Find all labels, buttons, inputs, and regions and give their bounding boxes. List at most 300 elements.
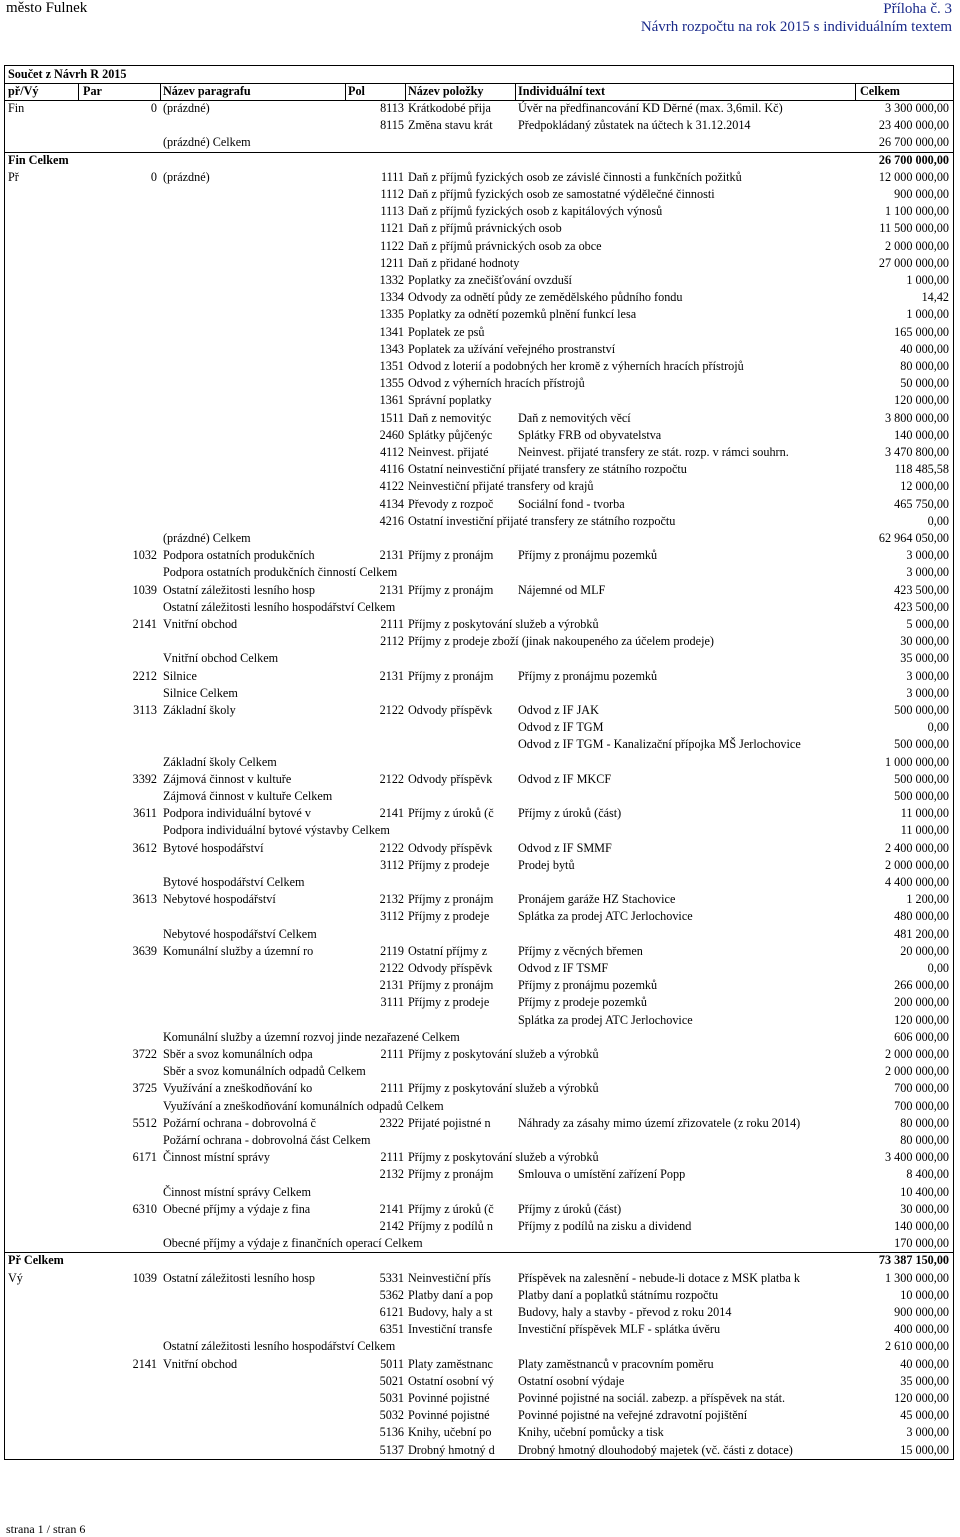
caption-divider	[5, 83, 953, 84]
cell-total: 3 000,00	[906, 668, 949, 683]
cell-item-name: Odvod z loterií a podobných her kromě z výherních hracích přístrojů	[408, 359, 744, 373]
cell-pol: 1511	[380, 410, 404, 425]
cell-total: 140 000,00	[894, 1219, 949, 1233]
table-row	[5, 599, 953, 616]
cell-type: Př	[8, 169, 19, 184]
cell-total: 423 500,00	[894, 599, 949, 614]
cell-item-name: Drobný hmotný d	[408, 1442, 495, 1457]
cell-item-name: Příjmy z úroků (č	[408, 806, 494, 821]
cell-individual-text: Příjmy z podílů na zisku a dividend	[518, 1219, 692, 1233]
table-row	[5, 1373, 953, 1390]
table-row	[5, 220, 953, 237]
col-header-paragraph-name: Název paragrafu	[163, 84, 251, 98]
table-row	[5, 943, 953, 960]
table-row	[5, 444, 953, 461]
cell-total: 2 000 000,00	[885, 857, 949, 872]
cell-total: 12 000 000,00	[878, 169, 949, 184]
table-row	[5, 960, 953, 977]
pivot-caption-row	[5, 66, 953, 83]
cell-total: 0,00	[927, 961, 949, 975]
col-header-total: Celkem	[860, 84, 900, 98]
table-row	[5, 891, 953, 908]
header-column-separator	[345, 83, 346, 100]
cell-item-name: Příjmy z poskytování služeb a výrobků	[408, 617, 599, 631]
cell-item-name: Příjmy z poskytování služeb a výrobků	[408, 1081, 599, 1096]
cell-par: 3639	[132, 943, 157, 958]
cell-total: 2 000 000,00	[885, 1064, 949, 1079]
cell-total: 3 000,00	[906, 1425, 949, 1440]
cell-pol: 2111	[380, 1150, 404, 1165]
cell-paragraph-name: Silnice Celkem	[163, 685, 238, 700]
table-row	[5, 1201, 953, 1218]
cell-pol: 4122	[379, 479, 404, 494]
cell-par: 2212	[132, 668, 157, 683]
cell-total: 23 400 000,00	[878, 118, 949, 133]
header-column-separator	[515, 83, 516, 100]
cell-total: 500 000,00	[894, 703, 949, 717]
cell-total: 3 470 800,00	[885, 445, 949, 459]
cell-total: 62 964 050,00	[878, 531, 949, 545]
cell-pol: 2122	[379, 771, 404, 786]
cell-total: 11 500 000,00	[879, 221, 949, 236]
table-row	[5, 977, 953, 994]
cell-individual-text: Daň z nemovitých věcí	[518, 410, 631, 425]
pivot-caption: Součet z Návrh R 2015	[8, 67, 127, 81]
table-row	[5, 736, 953, 753]
cell-total: 10 000,00	[900, 1287, 949, 1302]
cell-total: 3 000,00	[906, 685, 949, 700]
cell-pol: 1211	[380, 255, 404, 270]
table-row	[5, 238, 953, 255]
cell-par: 5512	[132, 1115, 157, 1130]
cell-item-name: Ostatní osobní vý	[408, 1373, 494, 1388]
cell-pol: 5137	[379, 1442, 404, 1457]
cell-total: 200 000,00	[894, 995, 949, 1010]
cell-paragraph-name: Ostatní záležitosti lesního hospodářství Celkem	[163, 1339, 396, 1354]
cell-par: 6171	[132, 1150, 157, 1165]
cell-paragraph-name: Ostatní záležitosti lesního hosp	[163, 582, 315, 597]
cell-individual-text: Drobný hmotný dlouhodobý majetek (vč. části z dotace)	[518, 1442, 793, 1457]
cell-item-name: Daň z příjmů fyzických osob ze závislé činnosti a funkčních požitků	[408, 169, 742, 184]
cell-total: 73 387 150,00	[878, 1253, 949, 1268]
table-row	[5, 702, 953, 719]
cell-pol: 5362	[379, 1287, 404, 1302]
cell-item-name: Poplatek ze psů	[408, 324, 485, 339]
table-row	[5, 1115, 953, 1132]
cell-individual-text: Budovy, haly a stavby - převod z roku 2014	[518, 1305, 732, 1319]
cell-paragraph-name: Využívání a zneškodňování komunálních odpadů Celkem	[163, 1098, 444, 1113]
cell-total: 2 610 000,00	[885, 1339, 949, 1354]
cell-total: 15 000,00	[900, 1442, 949, 1457]
cell-individual-text: Nájemné od MLF	[518, 582, 606, 597]
cell-total: 481 200,00	[894, 926, 949, 941]
table-row	[5, 100, 953, 117]
row-divider	[5, 152, 953, 153]
cell-individual-text: Splátka za prodej ATC Jerlochovice	[518, 1012, 693, 1027]
cell-total: 20 000,00	[900, 943, 949, 958]
cell-total: 1 200,00	[906, 892, 949, 907]
cell-total: 465 750,00	[894, 496, 949, 511]
cell-individual-text: Povinné pojistné na veřejné zdravotní pojištění	[518, 1408, 748, 1423]
cell-paragraph-name: Obecné příjmy a výdaje z finančních operací Celkem	[163, 1236, 423, 1251]
table-row	[5, 1390, 953, 1407]
table-row	[5, 840, 953, 857]
table-row	[5, 788, 953, 805]
table-row	[5, 134, 953, 151]
cell-item-name: Daň z příjmů právnických osob	[408, 221, 562, 236]
cell-pol: 2131	[379, 668, 404, 683]
cell-item-name: Investiční transfe	[408, 1322, 493, 1337]
cell-individual-text: Investiční příspěvek MLF - splátka úvěru	[518, 1322, 721, 1337]
cell-item-name: Krátkodobé přija	[408, 101, 491, 115]
cell-pol: 4134	[379, 496, 404, 511]
cell-pol: 3111	[380, 995, 404, 1010]
cell-pol: 1122	[380, 238, 404, 253]
page-number: strana 1 / stran 6	[6, 1522, 86, 1536]
cell-pol: 5031	[379, 1391, 404, 1405]
cell-individual-text: Splátky FRB od obyvatelstva	[518, 427, 662, 442]
cell-total: 400 000,00	[894, 1322, 949, 1337]
cell-total: 80 000,00	[900, 1133, 949, 1147]
table-row	[5, 994, 953, 1011]
cell-total: 80 000,00	[900, 359, 949, 373]
cell-item-name: Příjmy z prodeje	[408, 909, 490, 924]
header-row	[5, 83, 953, 100]
cell-item-name: Odvody příspěvk	[408, 703, 493, 717]
cell-total: 35 000,00	[900, 651, 949, 666]
table-row	[5, 754, 953, 771]
cell-item-name: Příjmy z poskytování služeb a výrobků	[408, 1150, 599, 1165]
cell-total: 170 000,00	[894, 1236, 949, 1251]
cell-paragraph-name: Ostatní záležitosti lesního hospodářství Celkem	[163, 599, 396, 614]
cell-individual-text: Náhrady za zásahy mimo území zřizovatele (z roku 2014)	[518, 1115, 801, 1130]
cell-total: 5 000,00	[906, 617, 949, 631]
table-row	[5, 1149, 953, 1166]
cell-item-name: Splátky půjčenýc	[408, 427, 493, 442]
cell-individual-text: Pronájem garáže HZ Stachovice	[518, 892, 676, 907]
cell-item-name: Příjmy z poskytování služeb a výrobků	[408, 1047, 599, 1061]
cell-paragraph-name: Činnost místní správy Celkem	[163, 1184, 311, 1199]
cell-individual-text: Neinvest. přijaté transfery ze stát. rozp. v rámci souhrn.	[518, 445, 789, 459]
cell-par: 1032	[132, 548, 157, 563]
cell-total: 500 000,00	[894, 771, 949, 786]
cell-par: 3612	[132, 840, 157, 855]
col-header-par: Par	[83, 84, 102, 98]
cell-individual-text: Příjmy z úroků (část)	[518, 806, 622, 821]
cell-item-name: Knihy, učební po	[408, 1425, 492, 1440]
table-row	[5, 633, 953, 650]
cell-individual-text: Příjmy z pronájmu pozemků	[518, 668, 658, 683]
cell-pol: 6121	[379, 1305, 404, 1319]
cell-paragraph-name: Podpora ostatních produkčních činností Celkem	[163, 565, 398, 580]
table-row	[5, 547, 953, 564]
cell-pol: 4116	[380, 462, 404, 477]
cell-item-name: Daň z příjmů právnických osob za obce	[408, 238, 602, 253]
cell-pol: 2122	[379, 961, 404, 975]
cell-individual-text: Příjmy z prodeje pozemků	[518, 995, 647, 1010]
table-row	[5, 255, 953, 272]
cell-paragraph-name: Komunální služby a územní rozvoj jinde nezařazené Celkem	[163, 1029, 460, 1044]
cell-pol: 1111	[380, 169, 404, 184]
table-row	[5, 1442, 953, 1459]
cell-pol: 2141	[379, 1201, 404, 1216]
cell-individual-text: Splátka za prodej ATC Jerlochovice	[518, 909, 693, 924]
cell-total: 2 000 000,00	[885, 238, 949, 253]
cell-individual-text: Příjmy z úroků (část)	[518, 1201, 622, 1216]
cell-total: 26 700 000,00	[878, 152, 949, 167]
cell-item-name: Daň z příjmů fyzických osob ze samostatné výdělečné činnosti	[408, 187, 715, 201]
cell-total: 45 000,00	[900, 1408, 949, 1423]
cell-item-name: Odvody za odnětí půdy ze zemědělského půdního fondu	[408, 290, 683, 305]
table-row	[5, 1321, 953, 1338]
cell-pol: 1335	[379, 307, 404, 322]
cell-pol: 4112	[380, 445, 404, 459]
cell-total: 10 400,00	[900, 1184, 949, 1199]
cell-total: 700 000,00	[894, 1081, 949, 1096]
cell-item-name: Příjmy z pronájm	[408, 548, 494, 563]
cell-pol: 1334	[379, 290, 404, 305]
cell-pol: 2141	[379, 806, 404, 821]
cell-item-name: Budovy, haly a st	[408, 1305, 493, 1319]
cell-pol: 2122	[379, 703, 404, 717]
cell-total: 3 800 000,00	[885, 410, 949, 425]
cell-item-name: Platy zaměstnanc	[408, 1356, 493, 1371]
cell-total: 50 000,00	[900, 376, 949, 391]
table-row	[5, 857, 953, 874]
cell-item-name: Příjmy z prodeje	[408, 995, 490, 1010]
cell-paragraph-name: Využívání a zneškodňování ko	[163, 1081, 313, 1096]
cell-item-name: Platby daní a pop	[408, 1287, 493, 1302]
cell-total: 12 000,00	[900, 479, 949, 494]
cell-individual-text: Platy zaměstnanců v pracovním poměru	[518, 1356, 714, 1371]
cell-total: 3 300 000,00	[885, 101, 949, 115]
cell-total: 40 000,00	[900, 341, 949, 356]
cell-item-name: Odvody příspěvk	[408, 771, 493, 786]
cell-pol: 2111	[380, 617, 404, 631]
cell-individual-text: Úvěr na předfinancování KD Děrné (max. 3,6mil. Kč)	[518, 101, 783, 115]
table-row	[5, 1235, 953, 1252]
table-row	[5, 478, 953, 495]
cell-total: 11 000,00	[900, 823, 949, 838]
table-row	[5, 1338, 953, 1355]
cell-paragraph-name: Sběr a svoz komunálních odpa	[163, 1047, 313, 1061]
cell-total: 30 000,00	[900, 634, 949, 649]
cell-item-name: Neinvestiční přís	[408, 1270, 491, 1285]
cell-item-name: Příjmy z úroků (č	[408, 1201, 494, 1216]
table-row	[5, 771, 953, 788]
cell-pol: 2322	[379, 1115, 404, 1130]
cell-item-name: Příjmy z pronájm	[408, 892, 494, 907]
cell-paragraph-name: Sběr a svoz komunálních odpadů Celkem	[163, 1064, 366, 1079]
cell-pol: 4216	[379, 513, 404, 528]
cell-total: 8 400,00	[906, 1167, 949, 1182]
cell-total: 480 000,00	[894, 909, 949, 924]
cell-pol: 1121	[380, 221, 404, 236]
table-row	[5, 1012, 953, 1029]
cell-item-name: Příjmy z pronájm	[408, 668, 494, 683]
cell-individual-text: Předpokládaný zůstatek na účtech k 31.12.2014	[518, 118, 751, 133]
cell-pol: 1112	[380, 187, 404, 201]
table-row	[5, 272, 953, 289]
table-row	[5, 908, 953, 925]
table-row	[5, 324, 953, 341]
cell-paragraph-name: Požární ochrana - dobrovolná č	[163, 1115, 316, 1130]
cell-total: 0,00	[927, 720, 949, 735]
cell-total: 500 000,00	[894, 789, 949, 803]
cell-pol: 8115	[380, 118, 404, 133]
cell-item-name: Povinné pojistné	[408, 1408, 490, 1423]
cell-pol: 1355	[379, 376, 404, 391]
table-row	[5, 203, 953, 220]
table-row	[5, 530, 953, 547]
cell-par: 1039	[132, 1270, 157, 1285]
cell-total: 0,00	[927, 513, 949, 528]
cell-paragraph-name: Vnitřní obchod	[163, 617, 238, 631]
cell-par: 1039	[132, 582, 157, 597]
cell-item-name: Daň z nemovitýc	[408, 410, 492, 425]
cell-item-name: Změna stavu krát	[408, 118, 493, 133]
cell-individual-text: Příjmy z věcných břemen	[518, 943, 643, 958]
cell-item-name: Příjmy z prodeje	[408, 857, 490, 872]
cell-pol: 1332	[379, 273, 404, 287]
cell-pol: 2131	[379, 582, 404, 597]
table-row	[5, 582, 953, 599]
cell-total: 423 500,00	[894, 582, 949, 597]
cell-par: 3722	[132, 1047, 157, 1061]
cell-pol: 2142	[379, 1219, 404, 1233]
cell-paragraph-name: Požární ochrana - dobrovolná část Celkem	[163, 1133, 371, 1147]
budget-pivot-table	[4, 65, 954, 1460]
table-row	[5, 461, 953, 478]
cell-individual-text: Odvod z IF TSMF	[518, 961, 609, 975]
cell-item-name: Povinné pojistné	[408, 1391, 490, 1405]
cell-par: 2141	[132, 617, 157, 631]
cell-total: 1 000,00	[906, 307, 949, 322]
cell-paragraph-name: Podpora ostatních produkčních	[163, 548, 315, 563]
cell-total: 266 000,00	[894, 978, 949, 993]
cell-item-name: Neinvestiční přijaté transfery od krajů	[408, 479, 594, 494]
cell-total: 3 000,00	[906, 565, 949, 580]
cell-pol: 2131	[379, 978, 404, 993]
table-row	[5, 564, 953, 581]
cell-individual-text: Odvod z IF JAK	[518, 703, 599, 717]
cell-paragraph-name: Podpora individuální bytové výstavby Celkem	[163, 823, 390, 838]
cell-total: 3 400 000,00	[885, 1150, 949, 1165]
cell-paragraph-name: Obecné příjmy a výdaje z fina	[163, 1201, 311, 1216]
table-row	[5, 685, 953, 702]
cell-item-name: Převody z rozpoč	[408, 496, 494, 511]
cell-item-name: Odvody příspěvk	[408, 961, 493, 975]
cell-total: 11 000,00	[900, 806, 949, 821]
cell-total: 900 000,00	[894, 1305, 949, 1319]
table-row	[5, 392, 953, 409]
cell-par: 0	[150, 169, 157, 184]
cell-total: 30 000,00	[900, 1201, 949, 1216]
table-row	[5, 1166, 953, 1183]
cell-total: 14,42	[921, 290, 949, 305]
cell-individual-text: Knihy, učební pomůcky a tisk	[518, 1425, 664, 1440]
cell-par: 3392	[132, 771, 157, 786]
header-column-separator	[78, 83, 79, 100]
table-row	[5, 650, 953, 667]
table-row	[5, 341, 953, 358]
cell-item-name: Daň z příjmů fyzických osob z kapitálových výnosů	[408, 204, 663, 219]
cell-item-name: Poplatky za odnětí pozemků plnění funkcí lesa	[408, 307, 637, 322]
table-row	[5, 1098, 953, 1115]
cell-paragraph-name: (prázdné)	[163, 101, 210, 115]
cell-paragraph-name: Podpora individuální bytové v	[163, 806, 311, 821]
attachment-number: Příloha č. 3	[883, 1, 952, 17]
cell-type: Fin	[8, 101, 25, 115]
cell-par: 3611	[133, 806, 157, 821]
cell-total: 26 700 000,00	[878, 135, 949, 150]
cell-total: 606 000,00	[894, 1029, 949, 1044]
table-row	[5, 719, 953, 736]
cell-pol: 2111	[380, 1047, 404, 1061]
table-row	[5, 427, 953, 444]
cell-item-name: Příjmy z pronájm	[408, 1167, 494, 1182]
cell-item-name: Odvody příspěvk	[408, 840, 493, 855]
cell-pol: 1343	[379, 341, 404, 356]
cell-pol: 2132	[379, 1167, 404, 1182]
cell-pol: 5136	[379, 1425, 404, 1440]
cell-individual-text: Platby daní a poplatků státnímu rozpočtu	[518, 1287, 719, 1302]
cell-item-name: Přijaté pojistné n	[408, 1115, 491, 1130]
cell-par: 3113	[133, 703, 157, 717]
cell-pol: 1341	[379, 324, 404, 339]
cell-pol: 2132	[379, 892, 404, 907]
cell-paragraph-name: Vnitřní obchod	[163, 1356, 238, 1371]
cell-individual-text: Odvod z IF TGM	[518, 720, 604, 735]
cell-paragraph-name: (prázdné)	[163, 169, 210, 184]
col-header-individual-text: Individuální text	[518, 84, 606, 98]
cell-pol: 5021	[379, 1373, 404, 1388]
table-row	[5, 117, 953, 134]
cell-par: 3613	[132, 892, 157, 907]
cell-pol: 2131	[379, 548, 404, 563]
cell-type: Př Celkem	[8, 1253, 64, 1268]
cell-pol: 2119	[380, 943, 404, 958]
table-row	[5, 1287, 953, 1304]
cell-total: 2 400 000,00	[885, 840, 949, 855]
cell-item-name: Poplatky za znečišťování ovzduší	[408, 273, 572, 287]
cell-total: 4 400 000,00	[885, 875, 949, 889]
cell-total: 120 000,00	[894, 1012, 949, 1027]
col-header-item-name: Název položky	[408, 84, 484, 98]
row-divider	[5, 1252, 953, 1253]
cell-total: 165 000,00	[894, 324, 949, 339]
cell-pol: 5011	[380, 1356, 404, 1371]
table-row	[5, 1218, 953, 1235]
cell-item-name: Příjmy z podílů n	[408, 1219, 493, 1233]
cell-total: 2 000 000,00	[885, 1047, 949, 1061]
table-row	[5, 289, 953, 306]
cell-item-name: Odvod z výherních hracích přístrojů	[408, 376, 585, 391]
table-row	[5, 822, 953, 839]
table-row	[5, 1407, 953, 1424]
cell-type: Fin Celkem	[8, 152, 69, 167]
cell-individual-text: Příjmy z pronájmu pozemků	[518, 548, 658, 563]
cell-item-name: Příjmy z pronájm	[408, 978, 494, 993]
cell-paragraph-name: Zájmová činnost v kultuře Celkem	[163, 789, 333, 803]
cell-pol: 8113	[380, 101, 404, 115]
cell-individual-text: Sociální fond - tvorba	[518, 496, 625, 511]
cell-item-name: Správní poplatky	[408, 393, 492, 408]
cell-item-name: Příjmy z prodeje zboží (jinak nakoupeného za účelem prodeje)	[408, 634, 714, 649]
cell-total: 35 000,00	[900, 1373, 949, 1388]
cell-paragraph-name: Základní školy	[163, 703, 236, 717]
cell-total: 500 000,00	[894, 737, 949, 752]
